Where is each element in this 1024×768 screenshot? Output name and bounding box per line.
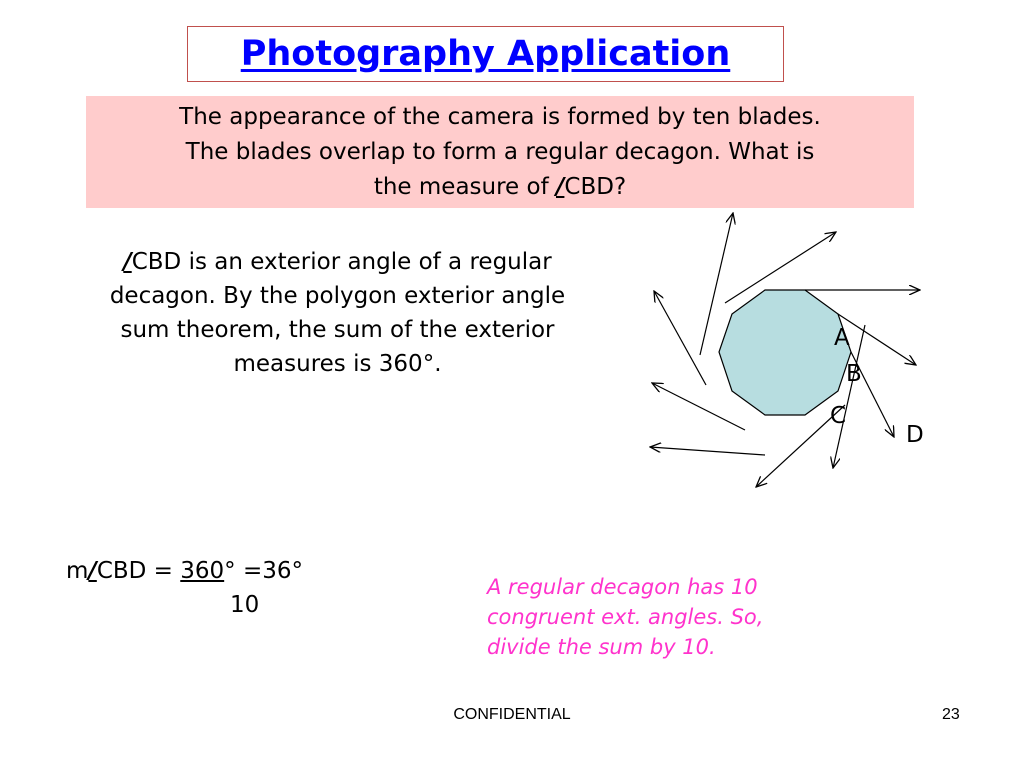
explanation-line-1-text: CBD is an exterior angle of a regular: [131, 249, 552, 275]
explanation-line-4: measures is 360°.: [233, 351, 442, 377]
blade-line: [654, 291, 706, 385]
hint-line-2: congruent ext. angles. So,: [487, 605, 764, 629]
blade-line: [650, 447, 765, 455]
slide-title: Photography Application: [240, 34, 731, 74]
calculation-line: [66, 556, 303, 586]
label-b: B: [846, 361, 862, 387]
decagon-shape: [719, 290, 851, 415]
calc-numerator: 360: [180, 558, 225, 584]
decagon-diagram: [640, 205, 940, 505]
angle-symbol: /: [123, 249, 132, 275]
calc-denominator: 10: [230, 592, 260, 618]
label-a: A: [834, 325, 850, 351]
calc-prefix: m: [66, 558, 89, 584]
explanation-line-3: sum theorem, the sum of the exterior: [120, 317, 555, 343]
hint-note: [487, 572, 847, 662]
question-line-1: The appearance of the camera is formed by ten blades.: [179, 104, 821, 130]
page-number: 23: [942, 706, 960, 723]
hint-line-1: A regular decagon has 10: [487, 575, 758, 599]
title-box: [187, 26, 784, 82]
question-line-3-prefix: the measure of: [373, 174, 556, 200]
hint-line-3: divide the sum by 10.: [487, 635, 716, 659]
angle-symbol: /: [556, 174, 565, 200]
explanation-line-2: decagon. By the polygon exterior angle: [109, 283, 566, 309]
question-line-2: The blades overlap to form a regular decagon. What is: [185, 139, 815, 165]
blade-line: [652, 383, 745, 430]
explanation-text: [50, 245, 625, 381]
label-c: C: [830, 403, 847, 429]
label-d: D: [906, 422, 924, 448]
calc-result: ° =36°: [224, 558, 304, 584]
explanation-line-1: [50, 245, 625, 279]
calc-mid: CBD =: [96, 558, 181, 584]
question-box: [86, 96, 914, 208]
question-line-3-suffix: CBD?: [564, 174, 627, 200]
question-line-3: [96, 170, 904, 205]
footer-confidential: CONFIDENTIAL: [453, 706, 571, 723]
angle-symbol: /: [88, 558, 97, 584]
